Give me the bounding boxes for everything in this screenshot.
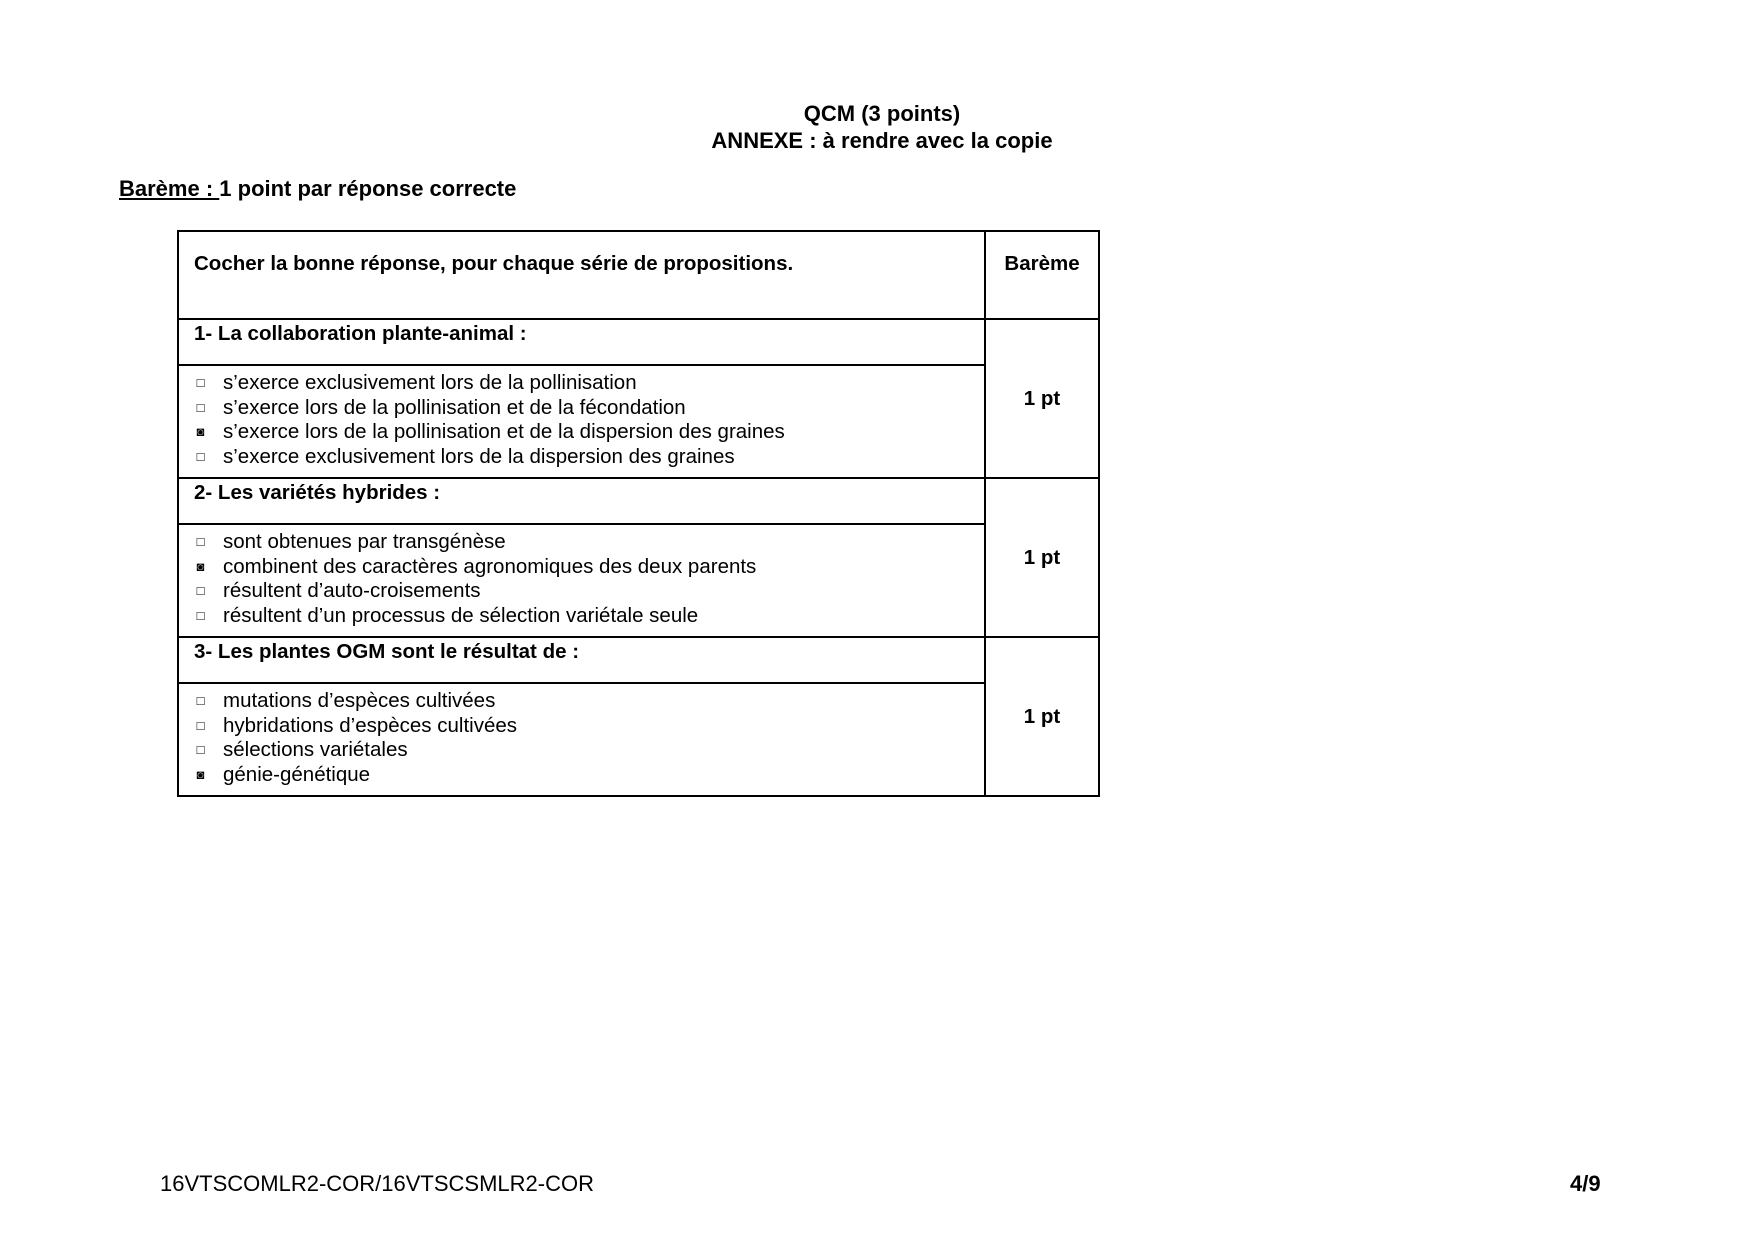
- checkbox-icon[interactable]: □: [196, 717, 205, 733]
- checkbox-icon[interactable]: □: [196, 693, 205, 708]
- checkbox-icon[interactable]: □: [196, 607, 205, 623]
- option-text: hybridations d’espèces cultivées: [223, 713, 517, 737]
- question-row-2: [178, 478, 1099, 637]
- bareme-text: 1 point par réponse correcte: [219, 176, 517, 201]
- option-text: s’exerce exclusivement lors de la pollinisation: [223, 371, 637, 394]
- option-item[interactable]: [194, 530, 984, 555]
- score-cell-3: 1 pt: [985, 637, 1099, 796]
- checked-checkbox-icon[interactable]: ◙: [196, 558, 205, 574]
- options-list-2: [179, 525, 984, 636]
- option-text: s’exerce lors de la pollinisation et de la fécondation: [223, 395, 686, 419]
- checked-checkbox-icon[interactable]: ◙: [196, 424, 205, 439]
- score-header-cell: Barème: [985, 231, 1099, 319]
- table-header-row: [178, 231, 1099, 319]
- question-cell-1: [178, 319, 985, 478]
- option-item[interactable]: [194, 371, 984, 396]
- option-text: résultent d’un processus de sélection variétale seule: [223, 603, 699, 627]
- option-item[interactable]: [194, 604, 984, 629]
- page-title: QCM (3 points): [803, 101, 961, 126]
- option-text: s’exerce exclusivement lors de la dispersion des graines: [223, 444, 735, 468]
- bareme-label: Barème :: [119, 176, 220, 201]
- options-list-3: [179, 684, 984, 795]
- qcm-table: [177, 230, 1100, 797]
- option-item[interactable]: [194, 714, 984, 739]
- option-item[interactable]: [194, 445, 984, 470]
- score-cell-2: 1 pt: [985, 478, 1099, 637]
- checkbox-icon[interactable]: □: [196, 534, 205, 549]
- option-text: génie-génétique: [223, 762, 371, 786]
- question-title-2: 2- Les variétés hybrides :: [179, 479, 984, 525]
- checkbox-icon[interactable]: □: [196, 583, 205, 598]
- options-list-1: [179, 366, 984, 477]
- question-row-3: [178, 637, 1099, 796]
- option-item[interactable]: [194, 738, 984, 763]
- option-text: sont obtenues par transgénèse: [223, 530, 506, 553]
- bareme-line: [119, 176, 516, 202]
- checked-checkbox-icon[interactable]: ◙: [196, 766, 205, 782]
- option-text: résultent d’auto-croisements: [223, 579, 481, 602]
- checkbox-icon[interactable]: □: [196, 448, 205, 464]
- question-cell-3: [178, 637, 985, 796]
- page-subtitle: ANNEXE : à rendre avec la copie: [711, 128, 1053, 153]
- question-cell-2: [178, 478, 985, 637]
- option-item[interactable]: [194, 555, 984, 580]
- page-number: 4/9: [1570, 1171, 1601, 1196]
- option-item[interactable]: [194, 396, 984, 421]
- option-text: combinent des caractères agronomiques des deux parents: [223, 554, 757, 578]
- option-text: mutations d’espèces cultivées: [223, 689, 496, 712]
- option-item[interactable]: [194, 420, 984, 445]
- checkbox-icon[interactable]: □: [196, 375, 205, 390]
- document-code: 16VTSCOMLR2-COR/16VTSCSMLR2-COR: [160, 1171, 594, 1196]
- option-item[interactable]: [194, 689, 984, 714]
- checkbox-icon[interactable]: □: [196, 399, 205, 415]
- option-text: s’exerce lors de la pollinisation et de la dispersion des graines: [223, 420, 785, 443]
- option-text: sélections variétales: [223, 738, 408, 761]
- instruction-cell: Cocher la bonne réponse, pour chaque série de propositions.: [178, 231, 985, 319]
- checkbox-icon[interactable]: □: [196, 742, 205, 757]
- option-item[interactable]: [194, 579, 984, 604]
- question-row-1: [178, 319, 1099, 478]
- score-cell-1: 1 pt: [985, 319, 1099, 478]
- question-title-3: 3- Les plantes OGM sont le résultat de :: [179, 638, 984, 684]
- title-block: [0, 100, 1754, 154]
- option-item[interactable]: [194, 763, 984, 788]
- question-title-1: 1- La collaboration plante-animal :: [179, 320, 984, 366]
